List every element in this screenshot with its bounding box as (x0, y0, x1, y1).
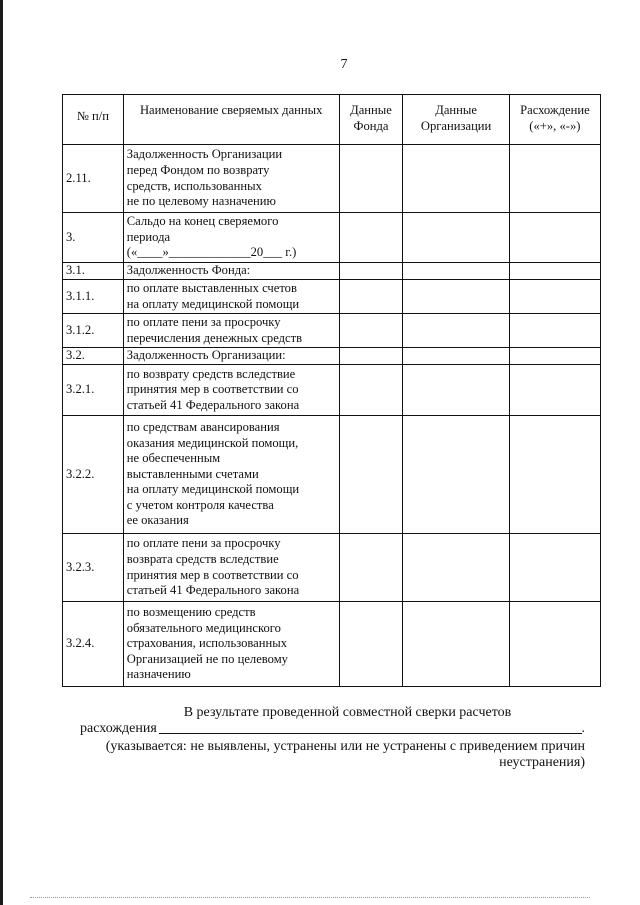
row-number: 3.2.3. (63, 534, 124, 602)
row-number: 3.2. (63, 348, 124, 365)
table-header-row (63, 95, 601, 145)
row-name: Сальдо на конец сверяемого периода («____»_____________20___ г.) (123, 213, 339, 263)
discrepancy-value-cell[interactable] (509, 365, 600, 416)
row-name: по возмещению средств обязательного медицинского страхования, использованных Организацией не по целевому назначению (123, 602, 339, 687)
scan-edge (0, 0, 3, 905)
discrepancy-period: . (581, 721, 585, 736)
fund-value-cell[interactable] (339, 213, 403, 263)
fund-value-cell[interactable] (339, 534, 403, 602)
fund-value-cell[interactable] (339, 416, 403, 534)
row-number: 3.1. (63, 263, 124, 280)
fund-value-cell[interactable] (339, 145, 403, 213)
table-row (63, 348, 601, 365)
row-name: по возврату средств вследствие принятия мер в соответствии со статьей 41 Федерального закона (123, 365, 339, 416)
page-number: 7 (340, 57, 348, 72)
instruction-line-end: неустранения) (499, 755, 585, 770)
reconciliation-table (62, 94, 601, 687)
table-row (63, 280, 601, 314)
organization-value-cell[interactable] (403, 213, 509, 263)
organization-value-cell[interactable] (403, 416, 509, 534)
organization-value-cell[interactable] (403, 263, 509, 280)
row-name: Задолженность Фонда: (123, 263, 339, 280)
discrepancy-value-cell[interactable] (509, 416, 600, 534)
fund-value-cell[interactable] (339, 365, 403, 416)
discrepancy-label: расхождения (80, 721, 157, 736)
organization-value-cell[interactable] (403, 602, 509, 687)
table-row (63, 263, 601, 280)
conclusion-line: В результате проведенной совместной сверки расчетов (183, 705, 512, 720)
discrepancy-value-cell[interactable] (509, 534, 600, 602)
organization-value-cell[interactable] (403, 314, 509, 348)
fund-value-cell[interactable] (339, 602, 403, 687)
discrepancy-value-cell[interactable] (509, 280, 600, 314)
row-number: 3.1.1. (63, 280, 124, 314)
discrepancy-fill-field[interactable] (159, 721, 582, 734)
header-name: Наименование сверяемых данных (123, 95, 339, 145)
header-organization: Данные Организации (403, 95, 509, 145)
fund-value-cell[interactable] (339, 314, 403, 348)
table-row (63, 416, 601, 534)
organization-value-cell[interactable] (403, 145, 509, 213)
row-number: 3.2.4. (63, 602, 124, 687)
header-discrepancy: Расхождение («+», «-») (509, 95, 600, 145)
organization-value-cell[interactable] (403, 348, 509, 365)
row-name: по оплате пени за просрочку перечисления денежных средств (123, 314, 339, 348)
row-number: 3.1.2. (63, 314, 124, 348)
fund-value-cell[interactable] (339, 348, 403, 365)
organization-value-cell[interactable] (403, 280, 509, 314)
row-number: 3. (63, 213, 124, 263)
organization-value-cell[interactable] (403, 534, 509, 602)
header-fund: Данные Фонда (339, 95, 403, 145)
table-row (63, 213, 601, 263)
row-number: 3.2.2. (63, 416, 124, 534)
scan-bottom-edge (30, 897, 590, 899)
row-name: Задолженность Организации перед Фондом по возврату средств, использованных не по целевому назначению (123, 145, 339, 213)
table-row (63, 534, 601, 602)
organization-value-cell[interactable] (403, 365, 509, 416)
row-name: по оплате пени за просрочку возврата средств вследствие принятия мер в соответствии со статьей 41 Федерального закона (123, 534, 339, 602)
discrepancy-value-cell[interactable] (509, 314, 600, 348)
discrepancy-value-cell[interactable] (509, 213, 600, 263)
table-row (63, 314, 601, 348)
row-name: по оплате выставленных счетов на оплату медицинской помощи (123, 280, 339, 314)
table-row (63, 145, 601, 213)
row-number: 2.11. (63, 145, 124, 213)
discrepancy-line (80, 721, 585, 737)
instruction-line: (указывается: не выявлены, устранены или не устранены с приведением причин (105, 739, 585, 754)
reconciliation-conclusion (80, 705, 585, 771)
discrepancy-value-cell[interactable] (509, 263, 600, 280)
discrepancy-value-cell[interactable] (509, 145, 600, 213)
row-name: Задолженность Организации: (123, 348, 339, 365)
header-number: № п/п (63, 95, 124, 145)
fund-value-cell[interactable] (339, 280, 403, 314)
discrepancy-value-cell[interactable] (509, 348, 600, 365)
table-row (63, 602, 601, 687)
table-row (63, 365, 601, 416)
row-number: 3.2.1. (63, 365, 124, 416)
discrepancy-value-cell[interactable] (509, 602, 600, 687)
row-name: по средствам авансирования оказания медицинской помощи, не обеспеченным выставленными счетами на оплату медицинской помощи с учетом контроля качества ее оказания (123, 416, 339, 534)
fund-value-cell[interactable] (339, 263, 403, 280)
